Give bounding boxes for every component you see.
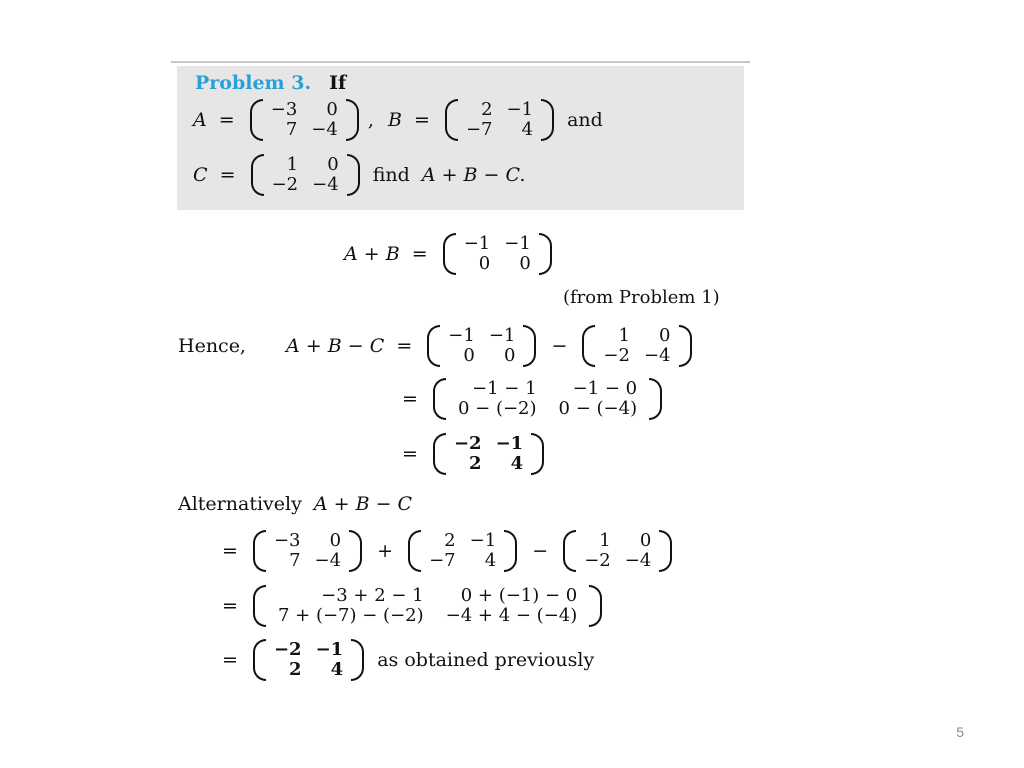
equals-sign: = bbox=[402, 443, 418, 465]
matrix-row bbox=[596, 326, 677, 346]
matrix-cell: 2 bbox=[289, 659, 302, 680]
equals-sign: = bbox=[396, 335, 413, 357]
matrix-cell: −4 bbox=[312, 174, 339, 195]
matrix-cell: −1 bbox=[448, 325, 475, 346]
matrix-cell: 1 bbox=[286, 154, 299, 175]
matrices-a-b-line bbox=[193, 100, 603, 140]
plus-sign: + bbox=[377, 540, 394, 562]
matrix-cell: 0 − (−4) bbox=[558, 398, 638, 419]
matrix-cell: −2 bbox=[584, 550, 611, 571]
matrix-b-label: B bbox=[387, 109, 402, 131]
matrix-row bbox=[447, 379, 648, 399]
matrix-a bbox=[249, 100, 360, 140]
matrix-row bbox=[457, 234, 538, 254]
alternative-matrix-b bbox=[407, 531, 518, 571]
matrix-cell: 1 bbox=[618, 325, 630, 346]
matrix-cell: −1 − 1 bbox=[472, 378, 537, 399]
matrix-cell: 0 − (−2) bbox=[457, 398, 537, 419]
matrix-cell: 2 bbox=[481, 99, 493, 120]
matrix-b bbox=[444, 100, 555, 140]
matrix-row bbox=[441, 326, 522, 346]
matrix-cell: −1 bbox=[495, 433, 524, 454]
matrix-cell: −1 bbox=[506, 99, 534, 120]
and-word: and bbox=[567, 109, 603, 131]
matrix-cell: −2 bbox=[273, 639, 302, 660]
matrix-row bbox=[267, 660, 350, 680]
matrix-table bbox=[596, 326, 677, 366]
matrix-cell: 4 bbox=[510, 453, 524, 474]
equals-sign: = bbox=[222, 540, 238, 562]
matrix-row bbox=[596, 346, 677, 366]
hence-label: Hence, bbox=[178, 335, 246, 357]
alternative-heading-line bbox=[178, 492, 412, 515]
matrix-cell: 2 bbox=[469, 453, 482, 474]
matrix-row bbox=[267, 640, 350, 660]
minus-sign: − bbox=[532, 540, 549, 562]
alternative-matrix-a bbox=[252, 531, 363, 571]
matrix-cell: −4 bbox=[624, 550, 652, 571]
alternative-step2-line bbox=[216, 586, 605, 626]
sum-matrix bbox=[442, 234, 553, 274]
matrix-cell: 0 bbox=[478, 253, 491, 274]
alternative-expression: A + B − C bbox=[313, 493, 413, 515]
alternative-result-line bbox=[216, 640, 594, 680]
matrix-cell: 7 bbox=[285, 119, 298, 140]
hence-right-matrix bbox=[581, 326, 692, 366]
matrix-c-line bbox=[193, 155, 525, 195]
matrix-cell: −4 bbox=[314, 550, 342, 571]
equals-sign: = bbox=[411, 243, 428, 265]
closing-text: as obtained previously bbox=[377, 649, 595, 671]
matrix-row bbox=[267, 586, 588, 606]
equals-sign: = bbox=[218, 109, 235, 131]
matrix-row bbox=[422, 531, 503, 551]
matrix-cell: 0 bbox=[463, 345, 475, 366]
matrix-cell: 0 bbox=[639, 530, 652, 551]
sum-label: A + B bbox=[344, 243, 400, 265]
matrix-cell: 0 bbox=[326, 99, 338, 120]
matrix-cell: 0 bbox=[659, 325, 671, 346]
matrix-cell: 7 bbox=[289, 550, 301, 571]
matrix-cell: −1 bbox=[488, 325, 516, 346]
matrix-table bbox=[447, 434, 530, 474]
matrix-row bbox=[577, 531, 658, 551]
matrix-row bbox=[267, 606, 588, 626]
matrix-table bbox=[267, 531, 348, 571]
if-word: If bbox=[329, 72, 347, 94]
problem-heading-line bbox=[195, 71, 346, 94]
matrix-row bbox=[459, 120, 540, 140]
matrix-a-label: A bbox=[193, 109, 207, 131]
matrix-cell: −3 bbox=[270, 99, 298, 120]
find-expression: A + B − C. bbox=[421, 164, 526, 186]
matrix-cell: 4 bbox=[484, 550, 497, 571]
matrix-cell: 0 bbox=[503, 345, 516, 366]
matrix-cell: 7 + (−7) − (−2) bbox=[277, 605, 424, 626]
matrix-c bbox=[250, 155, 361, 195]
matrix-cell: −3 bbox=[273, 530, 301, 551]
matrix-table bbox=[441, 326, 522, 366]
step3-result-matrix bbox=[432, 434, 545, 474]
matrix-cell: −1 bbox=[315, 639, 344, 660]
matrix-cell: −4 bbox=[311, 119, 338, 140]
matrix-cell: −2 bbox=[271, 174, 299, 195]
matrix-cell: 0 + (−1) − 0 bbox=[460, 585, 578, 606]
matrix-cell: −4 + 4 − (−4) bbox=[445, 605, 578, 626]
matrix-cell: 2 bbox=[444, 530, 456, 551]
matrix-cell: −1 − 0 bbox=[572, 378, 638, 399]
matrix-row bbox=[267, 531, 348, 551]
matrix-cell: −4 bbox=[643, 345, 671, 366]
step2-line bbox=[396, 379, 665, 419]
matrix-table bbox=[422, 531, 503, 571]
matrix-cell: 4 bbox=[330, 659, 344, 680]
matrix-table bbox=[267, 640, 350, 680]
matrix-row bbox=[447, 399, 648, 419]
minus-sign: − bbox=[551, 335, 568, 357]
matrix-table bbox=[577, 531, 658, 571]
comma: , bbox=[367, 109, 374, 131]
step3-line bbox=[396, 434, 547, 474]
matrix-cell: −1 bbox=[469, 530, 497, 551]
matrix-table bbox=[459, 100, 540, 140]
top-rule bbox=[171, 61, 750, 63]
matrix-table bbox=[447, 379, 648, 419]
matrix-table bbox=[267, 586, 588, 626]
matrix-cell: 4 bbox=[521, 119, 534, 140]
matrix-row bbox=[422, 551, 503, 571]
hence-line bbox=[178, 326, 695, 366]
matrix-cell: 0 bbox=[327, 154, 339, 175]
alternative-result-matrix bbox=[252, 640, 365, 680]
equals-sign: = bbox=[222, 595, 238, 617]
hence-expression: A + B − C bbox=[286, 335, 385, 357]
alternative-step1-line bbox=[216, 531, 675, 571]
matrix-row bbox=[447, 454, 530, 474]
matrix-cell: 1 bbox=[599, 530, 611, 551]
find-text: find bbox=[372, 164, 410, 186]
matrix-row bbox=[264, 100, 345, 120]
matrix-row bbox=[265, 175, 346, 195]
from-problem-note: (from Problem 1) bbox=[563, 287, 720, 308]
matrix-row bbox=[447, 434, 530, 454]
sum-line bbox=[344, 234, 555, 274]
alternative-matrix-c bbox=[562, 531, 673, 571]
alternative-combined-matrix bbox=[252, 586, 603, 626]
matrix-row bbox=[265, 155, 346, 175]
matrix-table bbox=[457, 234, 538, 274]
equals-sign: = bbox=[219, 164, 236, 186]
matrix-c-label: C bbox=[193, 164, 208, 186]
matrix-cell: −3 + 2 − 1 bbox=[321, 585, 424, 606]
hence-left-matrix bbox=[426, 326, 537, 366]
matrix-row bbox=[441, 346, 522, 366]
equals-sign: = bbox=[222, 649, 238, 671]
matrix-cell: −2 bbox=[603, 345, 630, 366]
step2-matrix bbox=[432, 379, 663, 419]
matrix-cell: −1 bbox=[463, 233, 491, 254]
matrix-table bbox=[264, 100, 345, 140]
matrix-cell: −7 bbox=[465, 119, 493, 140]
matrix-row bbox=[457, 254, 538, 274]
matrix-row bbox=[267, 551, 348, 571]
matrix-cell: 0 bbox=[329, 530, 342, 551]
equals-sign: = bbox=[414, 109, 430, 131]
matrix-row bbox=[264, 120, 345, 140]
matrix-cell: −2 bbox=[453, 433, 482, 454]
matrix-cell: −7 bbox=[429, 550, 456, 571]
page-number: 5 bbox=[956, 724, 964, 740]
alternative-label: Alternatively bbox=[178, 493, 302, 515]
problem-heading: Problem 3. bbox=[195, 72, 312, 94]
equals-sign: = bbox=[402, 388, 418, 410]
matrix-row bbox=[459, 100, 540, 120]
matrix-row bbox=[577, 551, 658, 571]
matrix-cell: 0 bbox=[519, 253, 531, 274]
matrix-cell: −1 bbox=[504, 233, 531, 254]
matrix-table bbox=[265, 155, 346, 195]
